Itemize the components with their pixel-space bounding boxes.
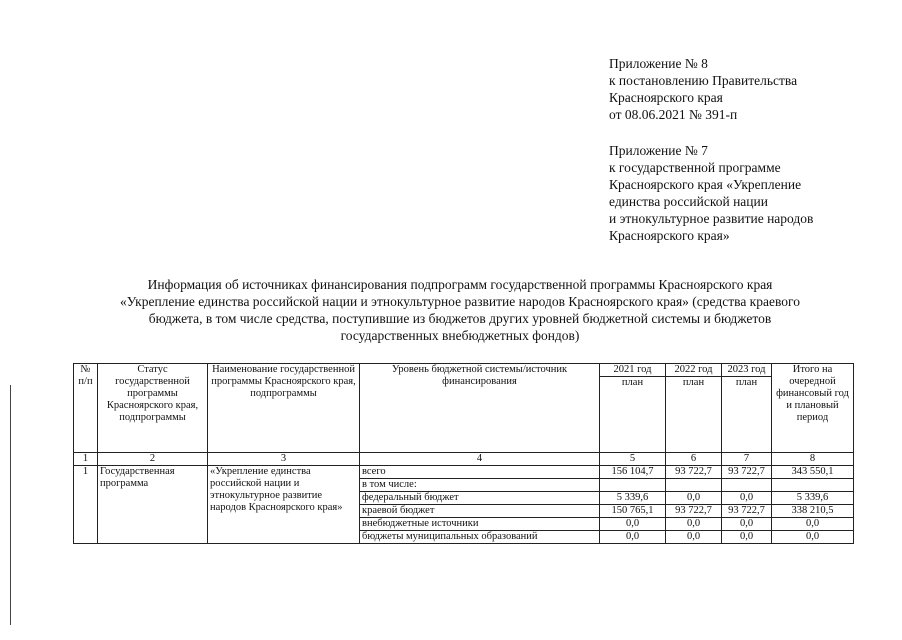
value-total <box>772 479 854 492</box>
value-2023: 93 722,7 <box>722 505 772 518</box>
appendix-7-line: Приложение № 7 <box>609 143 708 158</box>
value-2022: 93 722,7 <box>666 505 722 518</box>
value-2022: 0,0 <box>666 531 722 544</box>
header-status: Статус государственной программы Красноярского края, подпрограммы <box>98 364 208 453</box>
column-number: 2 <box>98 453 208 466</box>
value-2022: 93 722,7 <box>666 466 722 479</box>
value-total: 343 550,1 <box>772 466 854 479</box>
title-line: Информация об источниках финансирования подпрограмм государственной программы Красноярского края <box>147 277 773 292</box>
document-title <box>60 276 860 344</box>
appendix-7-line: Красноярского края «Укрепление <box>609 177 802 192</box>
column-number: 8 <box>772 453 854 466</box>
value-2022: 0,0 <box>666 518 722 531</box>
appendix-7-line: Красноярского края» <box>609 228 730 243</box>
source-label: всего <box>360 466 600 479</box>
financing-table <box>73 363 854 544</box>
row-program-name: «Укрепление единства российской нации и этнокультурное развитие народов Красноярского края» <box>208 466 360 544</box>
column-number: 6 <box>666 453 722 466</box>
value-total: 5 339,6 <box>772 492 854 505</box>
appendix-8-line: Красноярского края <box>609 90 723 105</box>
header-num: № п/п <box>74 364 98 453</box>
header-2023: 2023 год <box>722 364 772 377</box>
title-line: бюджета, в том числе средства, поступившие из бюджетов других уровней бюджетной системы и бюджетов <box>148 311 772 326</box>
appendix-8-line: от 08.06.2021 № 391-п <box>609 107 738 122</box>
value-2021: 5 339,6 <box>600 492 666 505</box>
value-2022 <box>666 479 722 492</box>
appendix-8-line: Приложение № 8 <box>609 56 708 71</box>
table-row <box>74 466 854 479</box>
value-total: 0,0 <box>772 518 854 531</box>
header-plan: план <box>600 377 666 453</box>
header-level: Уровень бюджетной системы/источник финансирования <box>360 364 600 453</box>
row-status: Государственная программа <box>98 466 208 544</box>
value-total: 338 210,5 <box>772 505 854 518</box>
header-name: Наименование государственной программы Красноярского края, подпрограммы <box>208 364 360 453</box>
source-label: бюджеты муниципальных образований <box>360 531 600 544</box>
header-total: Итого на очередной финансовый год и плановый период <box>772 364 854 453</box>
appendix-7-line: и этнокультурное развитие народов <box>609 211 814 226</box>
appendix-8-block <box>609 55 797 123</box>
appendix-7-line: к государственной программе <box>609 160 781 175</box>
title-line: государственных внебюджетных фондов) <box>340 328 580 343</box>
value-2021: 0,0 <box>600 518 666 531</box>
value-2021: 156 104,7 <box>600 466 666 479</box>
value-2023: 0,0 <box>722 518 772 531</box>
title-line: «Укрепление единства российской нации и этнокультурное развитие народов Красноярского края» (средства краевого <box>120 294 800 309</box>
source-label: краевой бюджет <box>360 505 600 518</box>
header-plan: план <box>722 377 772 453</box>
column-number: 7 <box>722 453 772 466</box>
value-total: 0,0 <box>772 531 854 544</box>
column-number-row <box>74 453 854 466</box>
row-number: 1 <box>74 466 98 544</box>
value-2023: 0,0 <box>722 492 772 505</box>
appendix-7-block <box>609 142 813 244</box>
value-2021: 150 765,1 <box>600 505 666 518</box>
header-row <box>74 364 854 377</box>
left-margin-line <box>10 385 11 625</box>
header-2022: 2022 год <box>666 364 722 377</box>
appendix-8-line: к постановлению Правительства <box>609 73 798 88</box>
source-label: внебюджетные источники <box>360 518 600 531</box>
column-number: 1 <box>74 453 98 466</box>
value-2023: 0,0 <box>722 531 772 544</box>
column-number: 3 <box>208 453 360 466</box>
value-2023: 93 722,7 <box>722 466 772 479</box>
value-2022: 0,0 <box>666 492 722 505</box>
source-label: в том числе: <box>360 479 600 492</box>
header-2021: 2021 год <box>600 364 666 377</box>
appendix-7-line: единства российской нации <box>609 194 768 209</box>
column-number: 4 <box>360 453 600 466</box>
value-2023 <box>722 479 772 492</box>
column-number: 5 <box>600 453 666 466</box>
header-plan: план <box>666 377 722 453</box>
value-2021 <box>600 479 666 492</box>
source-label: федеральный бюджет <box>360 492 600 505</box>
value-2021: 0,0 <box>600 531 666 544</box>
